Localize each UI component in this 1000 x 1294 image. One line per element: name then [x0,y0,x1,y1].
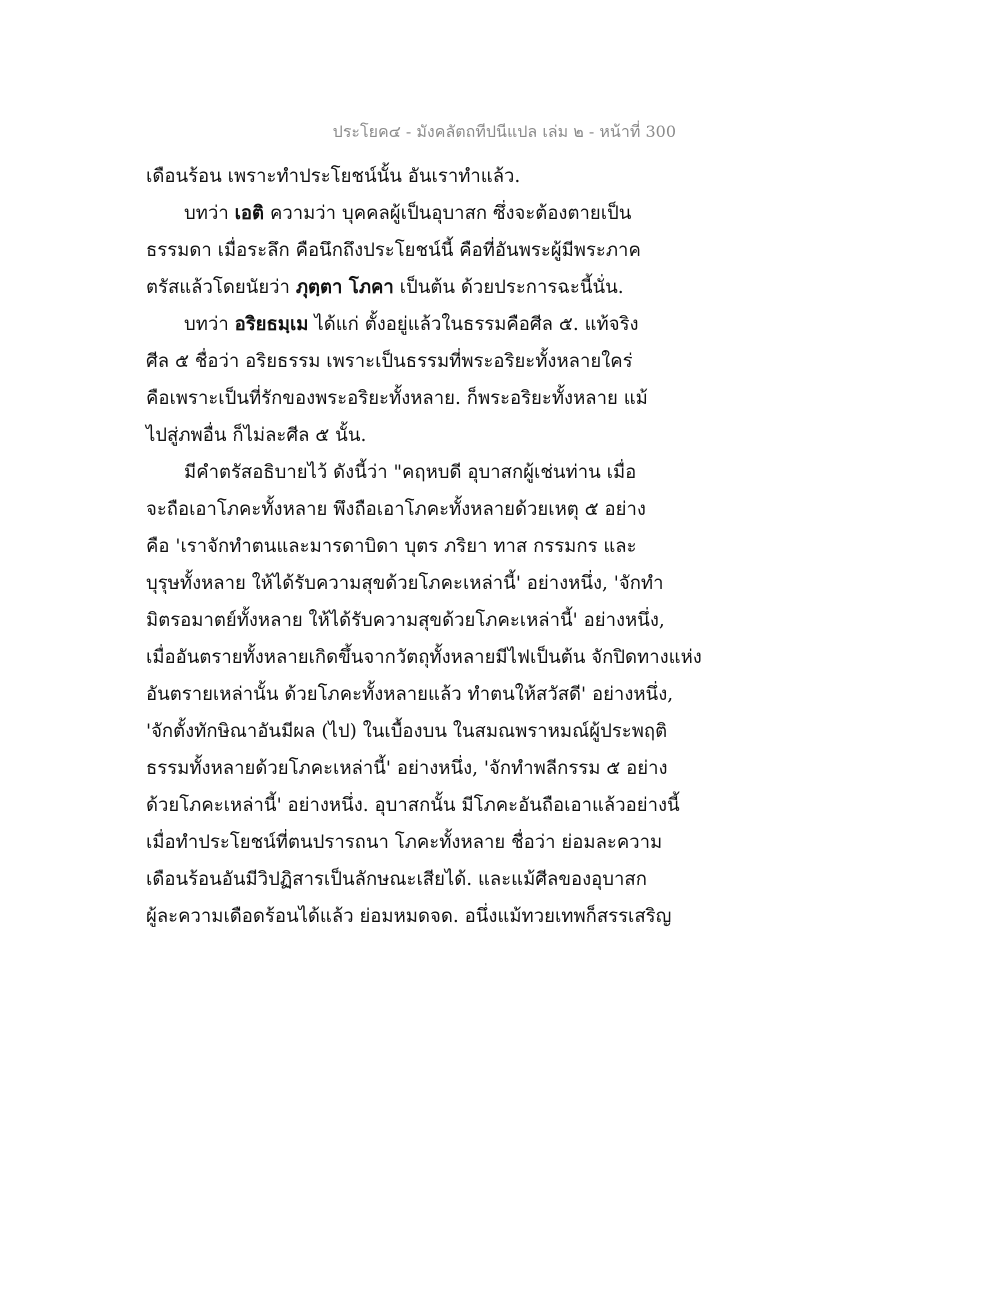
bold-term: เอติ [234,203,265,224]
text-run: ความว่า บุคคลผู้เป็นอุบาสก ซึ่งจะต้องตายเป็น [264,203,632,224]
text-line [146,158,726,195]
text-run: ธรรมทั้งหลายด้วยโภคะเหล่านี้' อย่างหนึ่ง, 'จักทำพลีกรรม ๕ อย่าง [146,758,668,779]
text-line [146,750,726,787]
text-run: บทว่า [184,203,235,224]
text-run: เมื่ออันตรายทั้งหลายเกิดขึ้นจากวัตถุทั้งหลายมีไฟเป็นต้น จักปิดทางแห่ง [146,647,702,668]
text-run: 'จักตั้งทักษิณาอันมีผล (ไป) ในเบื้องบน ในสมณพราหมณ์ผู้ประพฤติ [146,721,668,742]
text-run: เป็นต้น ด้วยประการฉะนี้นั่น. [393,277,624,298]
text-run: คือ 'เราจักทำตนและมารดาบิดา บุตร ภริยา ทาส กรรมกร และ [146,536,637,557]
text-line [146,602,726,639]
text-run: จะถือเอาโภคะทั้งหลาย พึงถือเอาโภคะทั้งหลายด้วยเหตุ ๕ อย่าง [146,499,646,520]
body-text [146,158,726,935]
text-run: ตรัสแล้วโดยนัยว่า [146,277,296,298]
text-line [146,787,726,824]
text-line [146,380,726,417]
text-line [146,565,726,602]
text-run: ธรรมดา เมื่อระลึก คือนึกถึงประโยชน์นี้ คือที่อันพระผู้มีพระภาค [146,240,641,261]
text-line [146,491,726,528]
page-header: ประโยค๔ - มังคลัตถทีปนีแปล เล่ม ๒ - หน้าที่ 300 [332,122,676,141]
text-line [146,195,726,232]
text-run: เดือนร้อน เพราะทำประโยชน์นั้น อันเราทำแล้ว. [146,166,521,187]
text-run: ศีล ๕ ชื่อว่า อริยธรรม เพราะเป็นธรรมที่พระอริยะทั้งหลายใคร่ [146,351,633,372]
text-run: มีคำตรัสอธิบายไว้ ดังนี้ว่า "คฤหบดี อุบาสกผู้เช่นท่าน เมื่อ [184,462,637,483]
text-run: เมื่อทำประโยชน์ที่ตนปรารถนา โภคะทั้งหลาย ชื่อว่า ย่อมละความ [146,832,663,853]
text-line [146,713,726,750]
text-line [146,861,726,898]
text-run: ด้วยโภคะเหล่านี้' อย่างหนึ่ง. อุบาสกนั้น มีโภคะอันถือเอาแล้วอย่างนี้ [146,795,680,816]
text-run: อันตรายเหล่านั้น ด้วยโภคะทั้งหลายแล้ว ทำตนให้สวัสดี' อย่างหนึ่ง, [146,684,674,705]
text-line [146,417,726,454]
text-run: คือเพราะเป็นที่รักของพระอริยะทั้งหลาย. ก็พระอริยะทั้งหลาย แม้ [146,388,648,409]
bold-term: ภุตฺตา โภคา [295,277,394,298]
text-line [146,528,726,565]
text-run: เดือนร้อนอันมีวิปฏิสารเป็นลักษณะเสียได้. และแม้ศีลของอุบาสก [146,869,647,890]
text-line [146,898,726,935]
text-run: มิตรอมาตย์ทั้งหลาย ให้ได้รับความสุขด้วยโภคะเหล่านี้' อย่างหนึ่ง, [146,610,665,631]
text-line [146,676,726,713]
text-run: ผู้ละความเดือดร้อนได้แล้ว ย่อมหมดจด. อนึ่งแม้ทวยเทพก็สรรเสริญ [146,906,672,927]
bold-term: อริยธมฺเม [234,314,309,335]
text-line [146,269,726,306]
text-line [146,232,726,269]
text-run: ไปสู่ภพอื่น ก็ไม่ละศีล ๕ นั้น. [146,425,367,446]
text-line [146,824,726,861]
text-line [146,306,726,343]
text-line [146,639,726,676]
text-line [146,454,726,491]
text-run: บุรุษทั้งหลาย ให้ได้รับความสุขด้วยโภคะเหล่านี้' อย่างหนึ่ง, 'จักทำ [146,573,664,594]
text-run: ได้แก่ ตั้งอยู่แล้วในธรรมคือศีล ๕. แท้จริง [308,314,639,335]
text-line [146,343,726,380]
text-run: บทว่า [184,314,235,335]
